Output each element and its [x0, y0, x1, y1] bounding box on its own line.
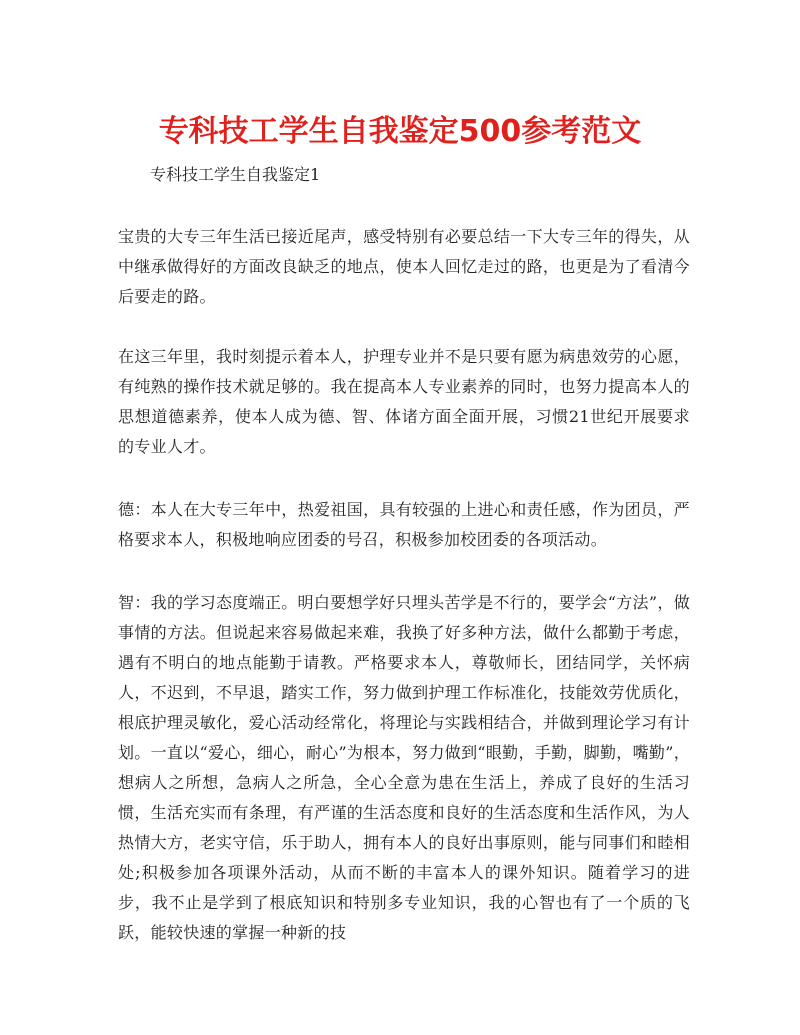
paragraph-intro: 宝贵的大专三年生活已接近尾声，感受特别有必要总结一下大专三年的得失，从中继承做得好的方面改良缺乏的地点，使本人回忆走过的路，也更是为了看清今后要走的路。	[118, 227, 690, 306]
document-title: 专科技工学生自我鉴定500参考范文	[158, 114, 642, 149]
paragraph-morality: 德：本人在大专三年中，热爱祖国，具有较强的上进心和责任感，作为团员，严格要求本人，积极地响应团委的号召，积极参加校团委的各项活动。	[118, 500, 690, 549]
paragraph-intellect: 智：我的学习态度端正。明白要想学好只埋头苦学是不行的，要学会“方法”，做事情的方法。但说起来容易做起来难，我换了好多种方法，做什么都勤于考虑，遇有不明白的地点能勤于请教。严格要求本人，尊敬师长，团结同学，关怀病人，不迟到，不早退，踏实工作，努力做到护理工作标准化，技能效劳优质化，根底护理灵敏化，爱心活动经常化，将理论与实践相结合，并做到理论学习有计划。一直以“爱心，细心，耐心”为根本，努力做到“眼勤，手勤，脚勤，嘴勤”，想病人之所想，急病人之所急，全心全意为患在生活上，养成了良好的生活习惯，生活充实而有条理，有严谨的生活态度和良好的生活态度和生活作风，为人热情大方，老实守信，乐于助人，拥有本人的良好出事原则，能与同事们和睦相处;积极参加各项课外活动，从而不断的丰富本人的课外知识。随着学习的进步，我不止是学到了根底知识和特别多专业知识，我的心智也有了一个质的飞跃，能较快速的掌握一种新的技	[118, 593, 690, 942]
document-subtitle: 专科技工学生自我鉴定1	[150, 165, 321, 184]
paragraph-three-years: 在这三年里，我时刻提示着本人，护理专业并不是只要有愿为病患效劳的心愿，有纯熟的操作技术就足够的。我在提高本人专业素养的同时，也努力提高本人的思想道德素养，使本人成为德、智、体诸方面全面开展，习惯21世纪开展要求的专业人才。	[118, 347, 690, 456]
